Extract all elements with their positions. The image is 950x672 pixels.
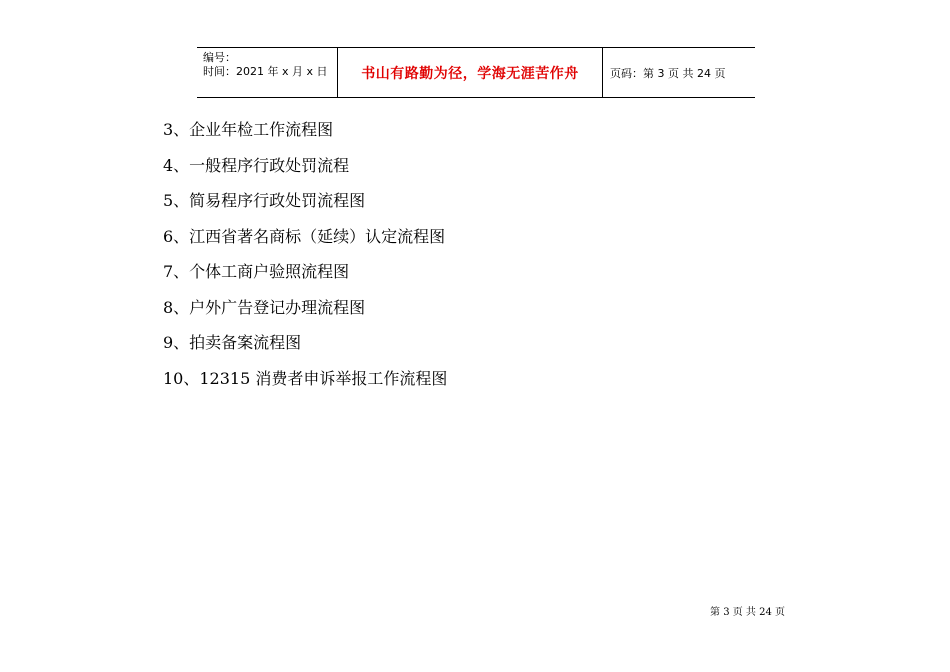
header-meta-cell [197,48,338,97]
toc-item: 7、个体工商户验照流程图 [163,262,350,281]
page-footer: 第 3 页 共 24 页 [710,607,785,618]
toc-item: 8、户外广告登记办理流程图 [163,297,366,317]
toc-item: 3、企业年检工作流程图 [163,120,334,139]
toc-item: 6、江西省著名商标（延续）认定流程图 [163,226,446,246]
toc-list [163,118,447,402]
header-page-info: 页码：第 3 页 共 24 页 [610,66,726,80]
motto-text: 书山有路勤为径，学海无涯苦作舟 [361,65,579,82]
toc-item: 10、12315 消费者申诉举报工作流程图 [163,368,448,388]
toc-item: 5、简易程序行政处罚流程图 [163,191,366,210]
toc-item: 4、一般程序行政处罚流程 [163,155,350,175]
header-page-cell [603,48,755,97]
serial-number-label: 编号： [203,51,236,64]
page-header [197,47,755,98]
date-label: 时间：2021 年 x 月 x 日 [203,65,328,78]
toc-item: 9、拍卖备案流程图 [163,333,302,352]
header-motto-cell [338,48,603,97]
